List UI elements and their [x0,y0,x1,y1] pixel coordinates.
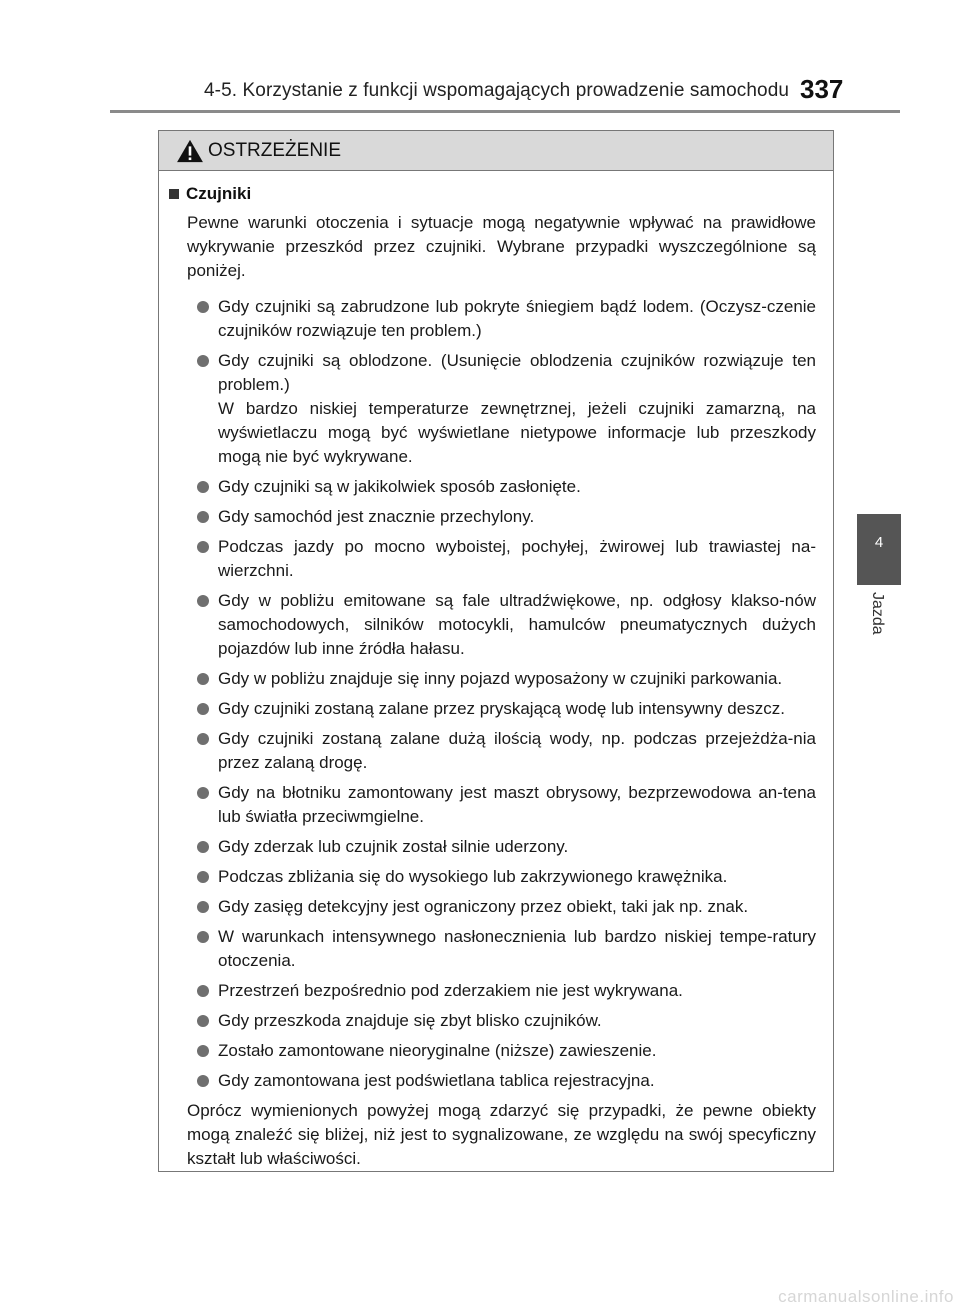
warning-body [159,171,833,1171]
bullet-dot-icon [197,301,209,313]
bullet-dot-icon [197,703,209,715]
running-header: 4-5. Korzystanie z funkcji wspomagających prowadzenie samochodu [204,80,790,101]
list-item-text: Zostało zamontowane nieoryginalne (niższe) zawieszenie. [218,1041,657,1060]
list-item [197,589,816,661]
bullet-dot-icon [197,733,209,745]
bullet-dot-icon [197,901,209,913]
list-item-text: Podczas zbliżania się do wysokiego lub zakrzywionego krawężnika. [218,867,728,886]
list-item-text: Gdy czujniki zostaną zalane dużą ilością wody, np. podczas przejeżdża-nia przez zalaną drogę. [218,729,816,772]
list-item [197,349,816,469]
section-heading [169,184,816,204]
list-item [197,979,816,1003]
bullet-dot-icon [197,787,209,799]
list-item [197,697,816,721]
chapter-tab: 4 [857,514,901,585]
list-item [197,925,816,973]
warning-triangle-icon [175,139,205,163]
bullet-dot-icon [197,673,209,685]
list-item-text: Gdy czujniki zostaną zalane przez pryskającą wodę lub intensywny deszcz. [218,699,785,718]
list-item [197,895,816,919]
warning-box [158,130,834,1172]
list-item-text: W warunkach intensywnego nasłonecznienia lub bardzo niskiej tempe-ratury otoczenia. [218,927,816,970]
section-heading-text: Czujniki [186,184,252,203]
list-item-text: Gdy zasięg detekcyjny jest ograniczony przez obiekt, taki jak np. znak. [218,897,749,916]
bullet-dot-icon [197,355,209,367]
intro-paragraph: Pewne warunki otoczenia i sytuacje mogą negatywnie wpływać na prawidłowe wykrywanie przeszkód przez czujniki. Wybrane przypadki wyszczególnione są poniżej. [187,213,816,280]
page-number: 337 [800,74,844,104]
bullet-dot-icon [197,1045,209,1057]
list-item [197,1009,816,1033]
list-item-text: Gdy w pobliżu emitowane są fale ultradźwiękowe, np. odgłosy klakso-nów samochodowych, silników motocykli, hamulców pneumatycznych dużych pojazdów lub inne źródła hałasu. [218,591,816,658]
bullet-dot-icon [197,931,209,943]
bullet-dot-icon [197,1075,209,1087]
list-item [197,535,816,583]
warning-header [159,131,833,171]
list-item-text: Gdy zderzak lub czujnik został silnie uderzony. [218,837,569,856]
bullet-dot-icon [197,481,209,493]
list-item [197,505,816,529]
bullet-dot-icon [197,541,209,553]
bullet-dot-icon [197,1015,209,1027]
list-item [197,295,816,343]
header-rule [110,110,900,113]
closing-paragraph: Oprócz wymienionych powyżej mogą zdarzyć się przypadki, że pewne obiekty mogą znaleźć się bliżej, niż jest to sygnalizowane, ze względu na swój specyficzny kształt lub właściwości. [187,1101,816,1168]
list-item-text: Gdy samochód jest znacznie przechylony. [218,507,535,526]
list-item-text: Podczas jazdy po mocno wyboistej, pochyłej, żwirowej lub trawiastej na-wierzchni. [218,537,816,580]
list-item [197,1069,816,1093]
list-item-text: Gdy w pobliżu znajduje się inny pojazd wyposażony w czujniki parkowania. [218,669,783,688]
list-item-text: Gdy czujniki są w jakikolwiek sposób zasłonięte. [218,477,581,496]
list-item [197,835,816,859]
list-item [197,475,816,499]
bullet-dot-icon [197,511,209,523]
bullet-dot-icon [197,841,209,853]
list-item-text: Gdy zamontowana jest podświetlana tablica rejestracyjna. [218,1071,655,1090]
list-item-text: Przestrzeń bezpośrednio pod zderzakiem nie jest wykrywana. [218,981,683,1000]
list-item [197,667,816,691]
list-item-text: Gdy na błotniku zamontowany jest maszt obrysowy, bezprzewodowa an-tena lub światła przeciwmgielne. [218,783,816,826]
bullet-dot-icon [197,985,209,997]
list-item [197,865,816,889]
list-item [197,781,816,829]
square-bullet-icon [169,189,179,199]
list-item-text: Gdy przeszkoda znajduje się zbyt blisko czujników. [218,1011,602,1030]
list-item [197,1039,816,1063]
bullet-dot-icon [197,871,209,883]
watermark: carmanualsonline.info [778,1287,954,1306]
list-item-text: Gdy czujniki są zabrudzone lub pokryte śniegiem bądź lodem. (Oczysz-czenie czujników rozwiązuje ten problem.) [218,297,816,340]
list-item-text: Gdy czujniki są oblodzone. (Usunięcie oblodzenia czujników rozwiązuje ten problem.) W bardzo niskiej temperaturze zewnętrznej, jeżeli czujniki zamarzną, na wyświetlaczu mogą być wyświetlane nietypowe informacje lub przeszkody mogą nie być wykrywane. [218,351,816,466]
bullet-dot-icon [197,595,209,607]
condition-list [169,295,816,1093]
warning-title: OSTRZEŻENIE [208,139,342,161]
list-item [197,727,816,775]
chapter-label: Jazda [869,592,886,635]
